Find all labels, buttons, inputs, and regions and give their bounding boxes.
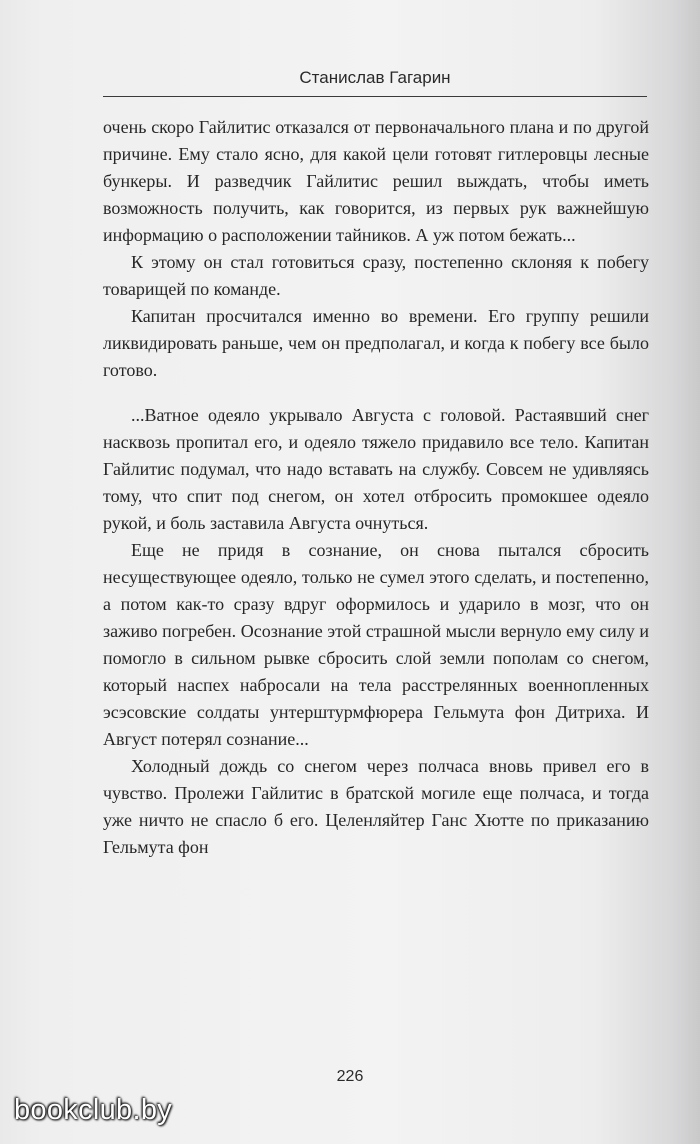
- running-head: Станислав Гагарин: [103, 64, 647, 97]
- watermark-logo: bookclub.by: [14, 1094, 173, 1126]
- paragraph-3: Капитан просчитался именно во времени. Его группу решили ликвидировать раньше, чем он предполагал, и когда к побегу все было готово.: [103, 306, 649, 380]
- paragraph-4: ...Ватное одеяло укрывало Августа с головой. Растаявший снег насквозь пропитал его, и одеяло тяжело придавило все тело. Капитан Гайлитис подумал, что надо вставать на службу. Совсем не удивляясь тому, что спит под снегом, он хотел отбросить промокшее одеяло рукой, и боль заставила Августа очнуться.: [103, 405, 649, 533]
- paragraph-6: Холодный дождь со снегом через полчаса вновь привел его в чувство. Пролежи Гайлитис в братской могиле еще полчаса, и тогда уже ничто не спасло б его. Целенляйтер Ганс Хютте по приказанию Гельмута фон: [103, 756, 649, 857]
- page-number: 226: [336, 1068, 364, 1085]
- paragraph-2: К этому он стал готовиться сразу, постепенно склоняя к побегу товарищей по команде.: [103, 252, 649, 299]
- paragraph-1: очень скоро Гайлитис отказался от первоначального плана и по другой причине. Ему стало ясно, для какой цели готовят гитлеровцы лесные бункеры. И разведчик Гайлитис решил выждать, чтобы иметь возможность получить, как говорится, из первых рук важнейшую информацию о расположении тайников. А уж потом бежать...: [103, 117, 649, 245]
- paragraph-5: Еще не придя в сознание, он снова пытался сбросить несуществующее одеяло, только не сумел этого сделать, и постепенно, а потом как-то сразу вдруг оформилось и ударило в мозг, что он заживо погребен. Осознание этой страшной мысли вернуло ему силу и помогло в сильном рывке сбросить слой земли пополам со снегом, который наспех набросали на тела расстрелянных военнопленных эсэсовские солдаты унтерштурмфюрера Гельмута фон Дитриха. И Август потерял сознание...: [103, 540, 649, 749]
- body-text: [103, 114, 649, 861]
